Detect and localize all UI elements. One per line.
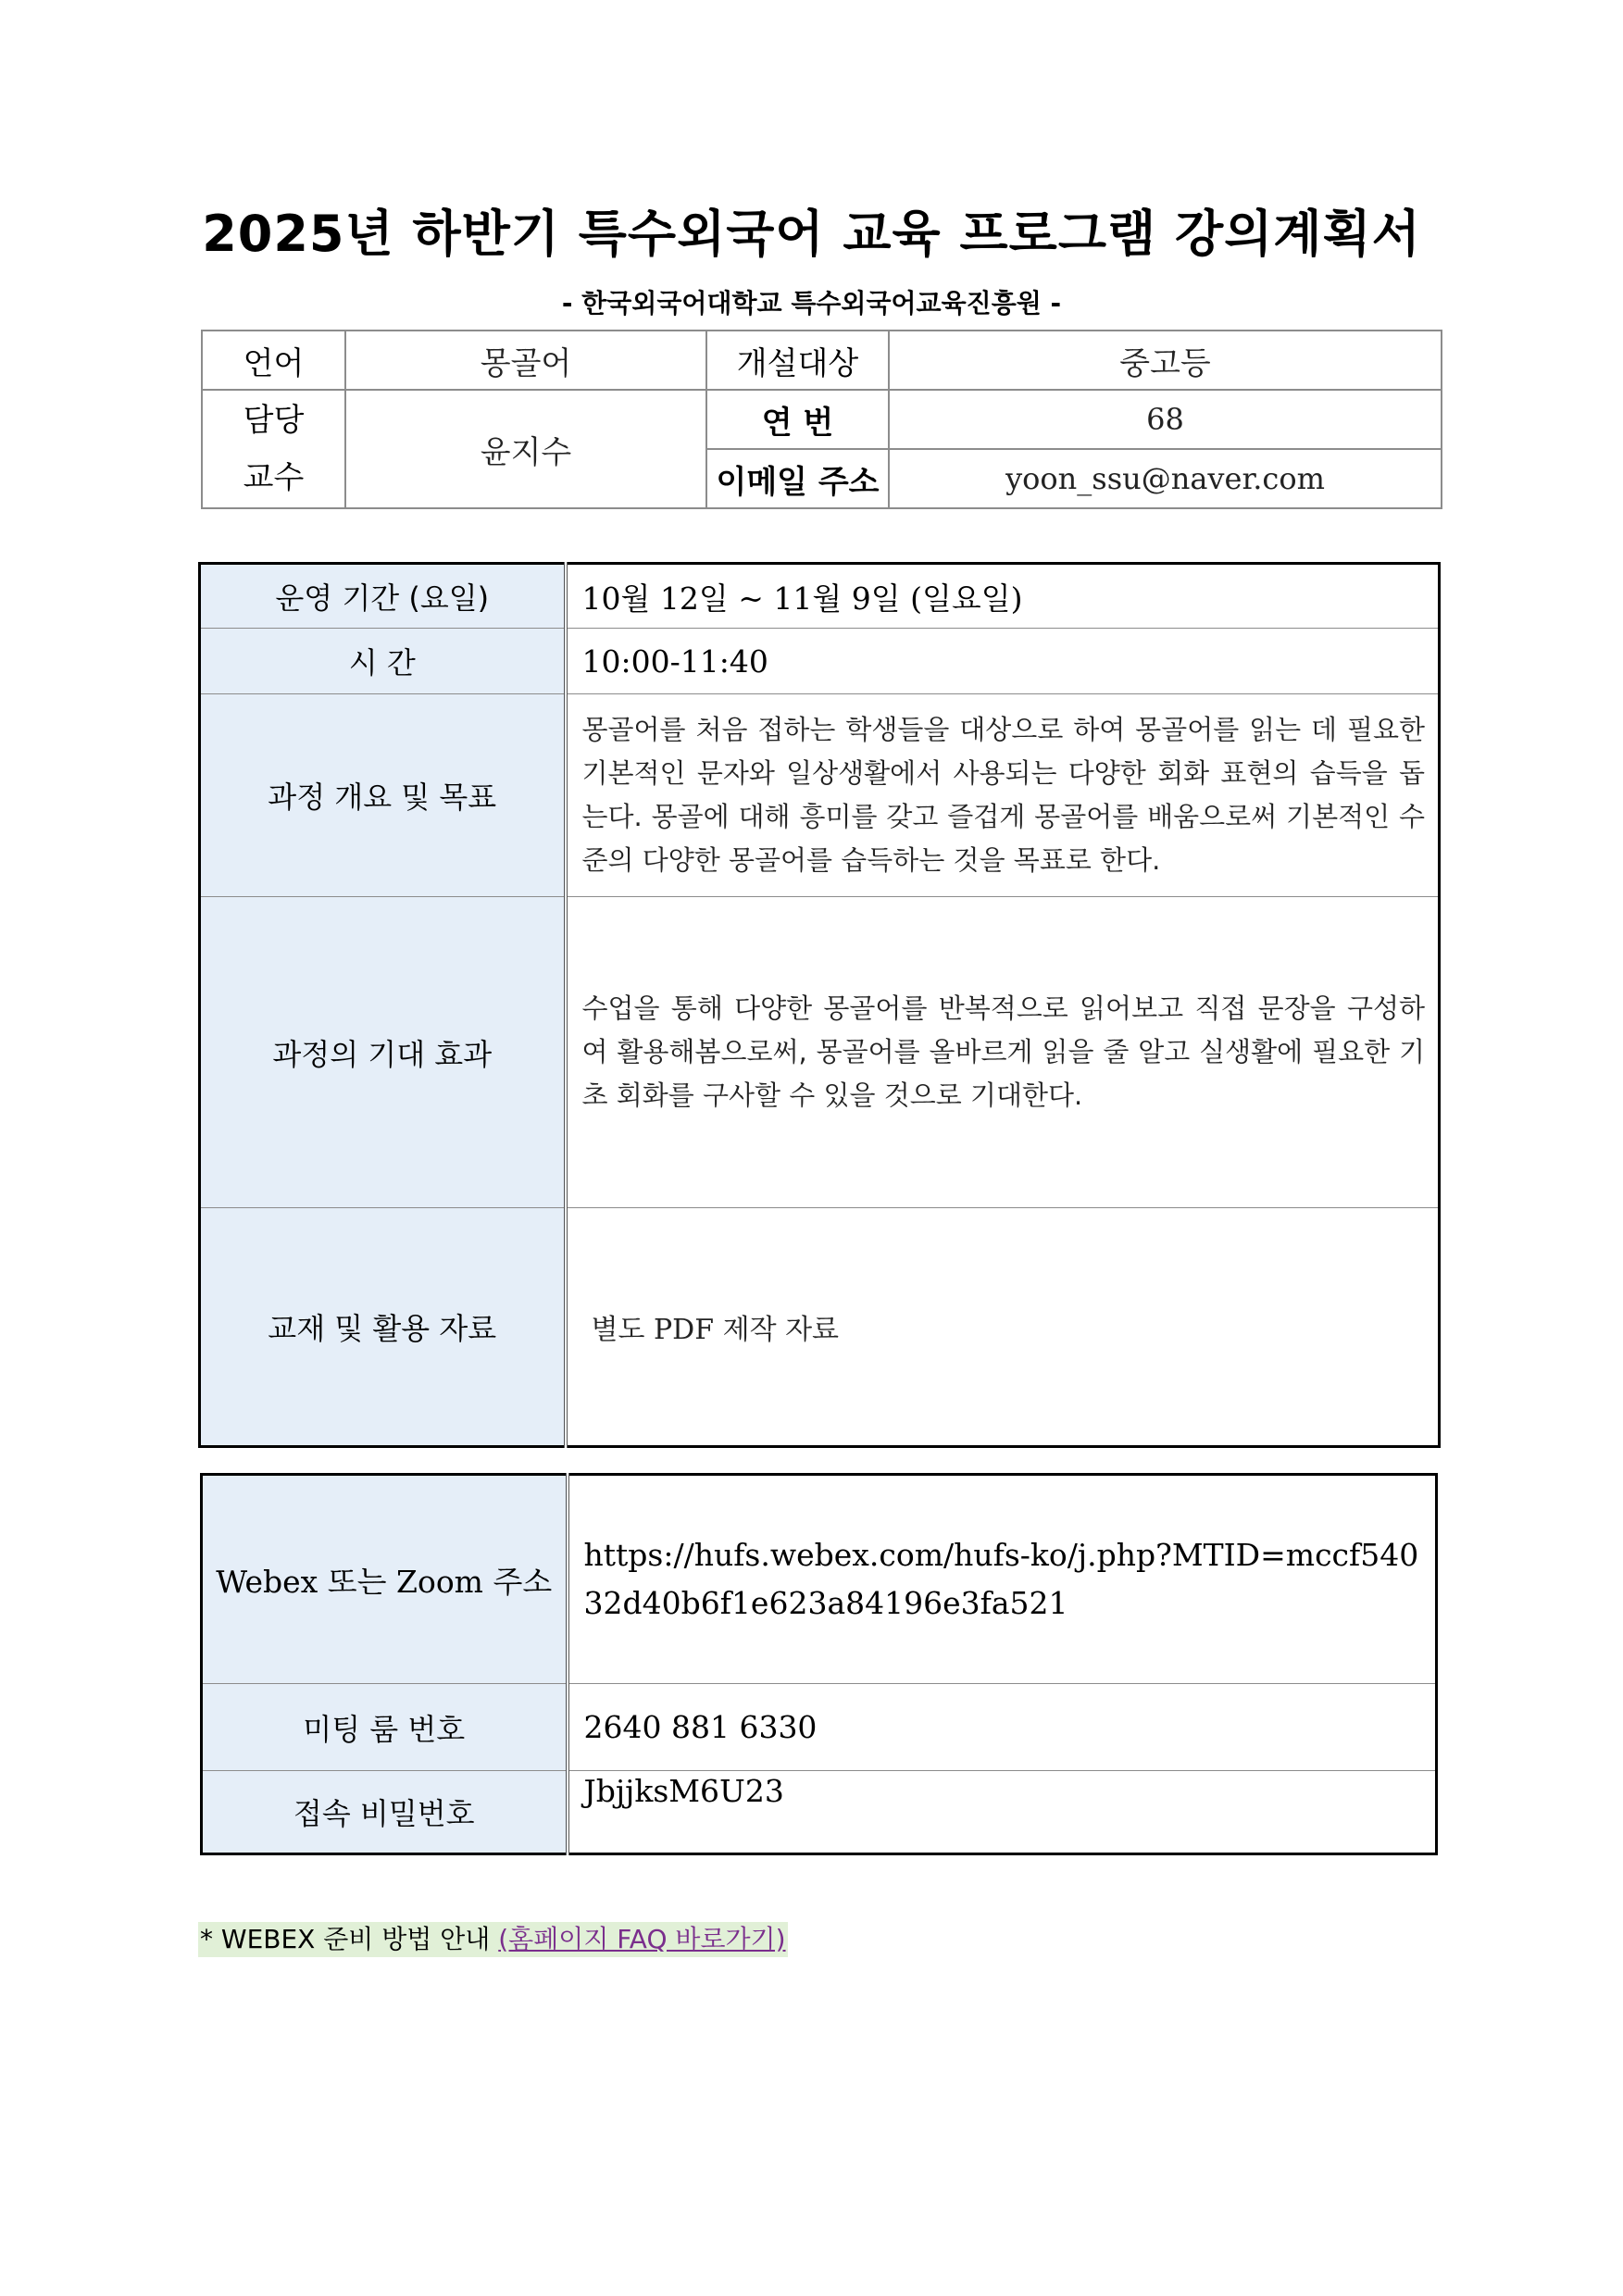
target-value: 중고등 (889, 331, 1442, 390)
professor-value: 윤지수 (345, 390, 706, 508)
materials-value: 별도 PDF 제작 자료 (566, 1208, 1440, 1447)
meeting-password-value: JbjjksM6U23 (568, 1771, 1437, 1854)
page-subtitle: - 한국외국어대학교 특수외국어교육진흥원 - (561, 288, 1062, 318)
number-label: 연 번 (706, 390, 889, 449)
period-label: 운영 기간 (요일) (200, 564, 566, 629)
course-row-time (200, 629, 1440, 694)
meeting-password-label: 접속 비밀번호 (202, 1771, 568, 1854)
materials-label: 교재 및 활용 자료 (200, 1208, 566, 1447)
number-value: 68 (889, 390, 1442, 449)
meeting-room-label: 미팅 룸 번호 (202, 1684, 568, 1771)
course-row-period (200, 564, 1440, 629)
course-row-effect (200, 897, 1440, 1208)
meeting-table (200, 1473, 1438, 1855)
language-label: 언어 (202, 331, 345, 390)
overview-label: 과정 개요 및 목표 (200, 694, 566, 897)
page-title: 2025년 하반기 특수외국어 교육 프로그램 강의계획서 (202, 205, 1421, 263)
course-row-materials (200, 1208, 1440, 1447)
time-value: 10:00-11:40 (566, 629, 1440, 694)
meeting-address-link[interactable]: https://hufs.webex.com/hufs-ko/j.php?MTID=mccf54032d40b6f1e623a84196e3fa521 (568, 1475, 1437, 1684)
effect-label: 과정의 기대 효과 (200, 897, 566, 1208)
meeting-row-room (202, 1684, 1437, 1771)
info-row-professor (202, 390, 1442, 449)
language-value: 몽골어 (345, 331, 706, 390)
target-label: 개설대상 (706, 331, 889, 390)
email-value[interactable]: yoon_ssu@naver.com (889, 449, 1442, 508)
course-table (198, 562, 1441, 1448)
professor-label-line2: 교수 (243, 459, 305, 496)
meeting-row-address (202, 1475, 1437, 1684)
period-value: 10월 12일 ~ 11월 9일 (일요일) (566, 564, 1440, 629)
time-label: 시 간 (200, 629, 566, 694)
faq-link[interactable]: (홈페이지 FAQ 바로가기) (498, 1924, 786, 1954)
meeting-row-password (202, 1771, 1437, 1854)
effect-value: 수업을 통해 다양한 몽골어를 반복적으로 읽어보고 직접 문장을 구성하여 활용해봄으로써, 몽골어를 올바르게 읽을 줄 알고 실생활에 필요한 기초 회화를 구사할 수 있을 것으로 기대한다. (566, 897, 1440, 1208)
info-table (201, 330, 1442, 509)
meeting-address-label: Webex 또는 Zoom 주소 (202, 1475, 568, 1684)
email-label: 이메일 주소 (706, 449, 889, 508)
webex-guide-text: * WEBEX 준비 방법 안내 (200, 1924, 499, 1954)
professor-label-line1: 담당 (243, 402, 305, 439)
professor-label (202, 390, 345, 508)
info-row-language (202, 331, 1442, 390)
overview-value: 몽골어를 처음 접하는 학생들을 대상으로 하여 몽골어를 읽는 데 필요한 기본적인 문자와 일상생활에서 사용되는 다양한 회화 표현의 습득을 돕는다. 몽골에 대해 흥미를 갖고 즐겁게 몽골어를 배움으로써 기본적인 수준의 다양한 몽골어를 습득하는 것을 목표로 한다. (566, 694, 1440, 897)
meeting-room-value: 2640 881 6330 (568, 1684, 1437, 1771)
course-row-overview (200, 694, 1440, 897)
webex-guide-note (198, 1922, 788, 1957)
